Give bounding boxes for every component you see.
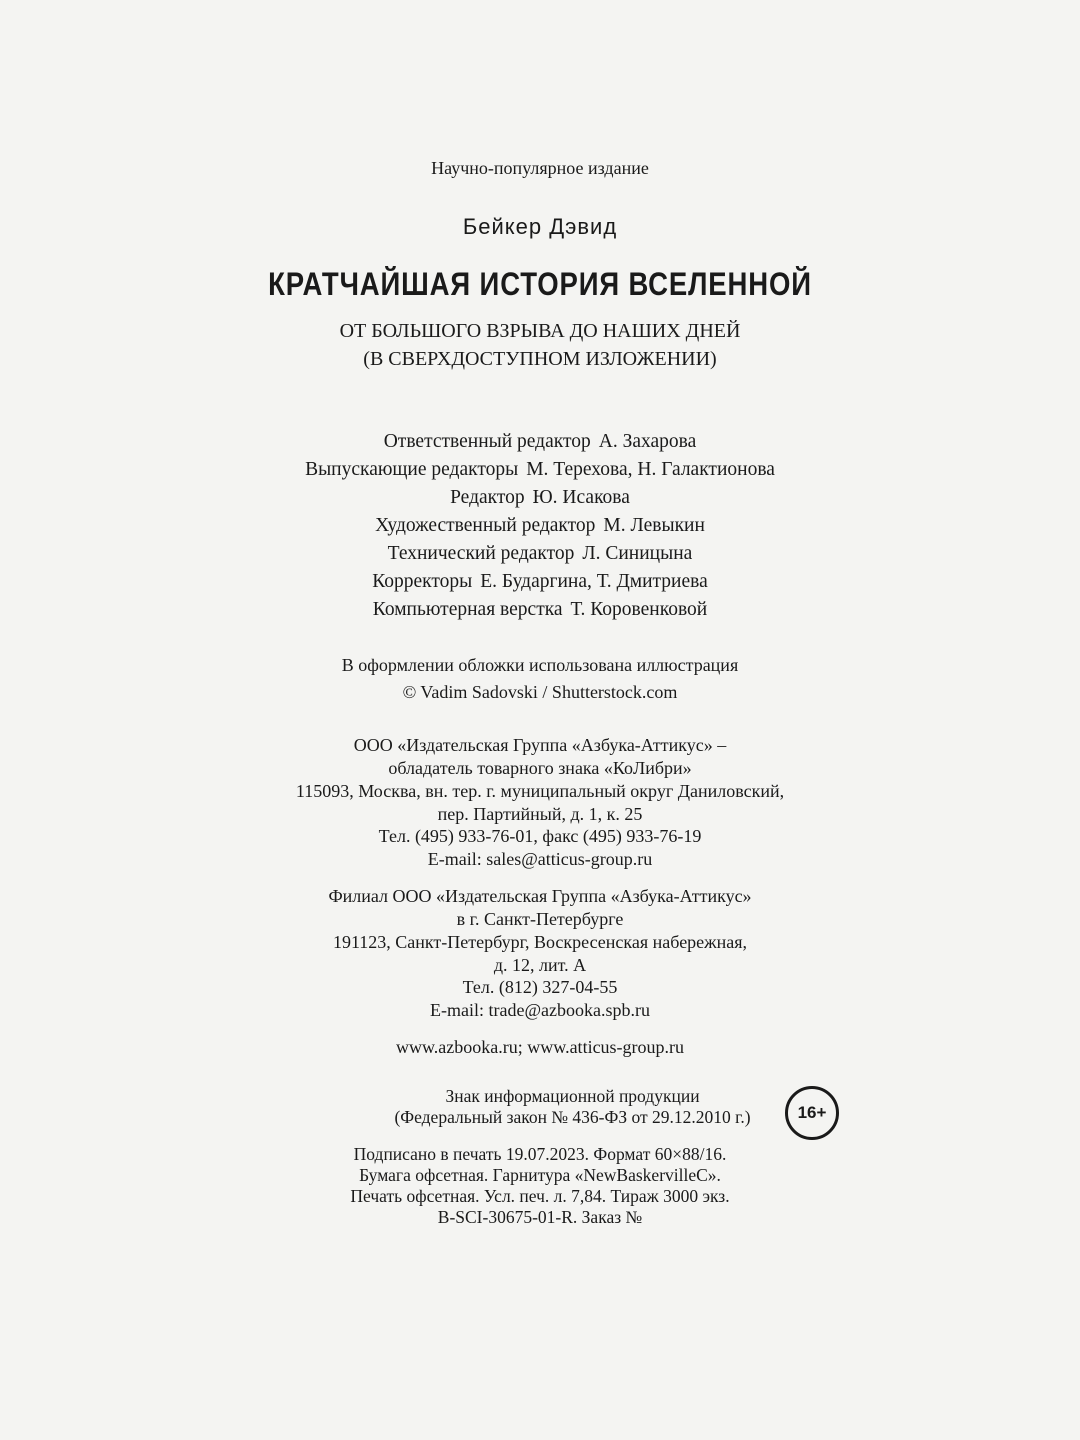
branch-line: в г. Санкт-Петербурге (456, 909, 624, 929)
cover-note-line-2: © Vadim Sadovski / Shutterstock.com (402, 682, 678, 702)
credit-names: Е. Бударгина, Т. Дмитриева (480, 571, 708, 592)
credit-line (0, 599, 1080, 621)
publisher-email: E-mail: sales@atticus-group.ru (427, 849, 653, 869)
credit-line (0, 431, 1080, 453)
publisher-line: ООО «Издательская Группа «Азбука-Аттикус» – (353, 735, 727, 755)
credit-names: М. Левыкин (603, 515, 705, 536)
credit-line (0, 487, 1080, 509)
subtitle-line-1: ОТ БОЛЬШОГО ВЗРЫВА ДО НАШИХ ДНЕЙ (339, 320, 741, 342)
branch-line: 191123, Санкт-Петербург, Воскресенская набережная, (332, 932, 748, 952)
credit-role: Выпускающие редакторы (305, 459, 519, 480)
branch-line: Филиал ООО «Издательская Группа «Азбука-Аттикус» (328, 886, 752, 906)
publisher-line: пер. Партийный, д. 1, к. 25 (437, 804, 643, 824)
print-info-line: Бумага офсетная. Гарнитура «NewBaskervilleC». (359, 1165, 721, 1185)
credit-line (0, 515, 1080, 537)
credit-line (0, 459, 1080, 481)
credit-role: Технический редактор (387, 543, 575, 564)
print-info-line: B-SCI-30675-01-R. Заказ № (437, 1207, 643, 1227)
credit-line (0, 571, 1080, 593)
info-sign-line-1: Знак информационной продукции (445, 1086, 700, 1106)
branch-line: Тел. (812) 327-04-55 (462, 977, 618, 997)
branch-line: д. 12, лит. А (493, 955, 587, 975)
edition-type: Научно-популярное издание (431, 158, 649, 178)
credit-names: Ю. Исакова (532, 487, 630, 508)
credit-names: Л. Синицына (582, 543, 693, 564)
credit-names: М. Терехова, Н. Галактионова (526, 459, 775, 480)
credit-line (0, 543, 1080, 565)
info-sign-text (300, 1086, 845, 1128)
branch-email: E-mail: trade@azbooka.spb.ru (430, 1000, 650, 1020)
author: Бейкер Дэвид (462, 214, 618, 239)
print-info-line: Печать офсетная. Усл. печ. л. 7,84. Тираж 3000 экз. (350, 1186, 730, 1206)
credit-role: Корректоры (372, 571, 473, 592)
publisher-line: Тел. (495) 933-76-01, факс (495) 933-76-19 (378, 826, 702, 846)
info-sign-line-2: (Федеральный закон № 436-ФЗ от 29.12.2010 г.) (394, 1107, 751, 1127)
publisher-line: обладатель товарного знака «КоЛибри» (388, 758, 692, 778)
publisher-line: 115093, Москва, вн. тер. г. муниципальный округ Даниловский, (295, 781, 785, 801)
credit-role: Редактор (450, 487, 525, 508)
credit-role: Ответственный редактор (383, 431, 591, 452)
info-sign-row (0, 1086, 1080, 1138)
websites: www.azbooka.ru; www.atticus-group.ru (395, 1037, 685, 1057)
credit-names: А. Захарова (598, 431, 697, 452)
age-rating-badge: 16+ (785, 1086, 839, 1140)
credit-role: Компьютерная верстка (372, 599, 563, 620)
credit-names: Т. Коровенковой (570, 599, 708, 620)
book-title: КРАТЧАЙШАЯ ИСТОРИЯ ВСЕЛЕННОЙ (268, 266, 812, 302)
subtitle-line-2: (В СВЕРХДОСТУПНОМ ИЗЛОЖЕНИИ) (363, 348, 717, 370)
print-info-line: Подписано в печать 19.07.2023. Формат 60×88/16. (353, 1144, 727, 1164)
cover-note-line-1: В оформлении обложки использована иллюстрация (341, 655, 739, 675)
credit-role: Художественный редактор (375, 515, 596, 536)
